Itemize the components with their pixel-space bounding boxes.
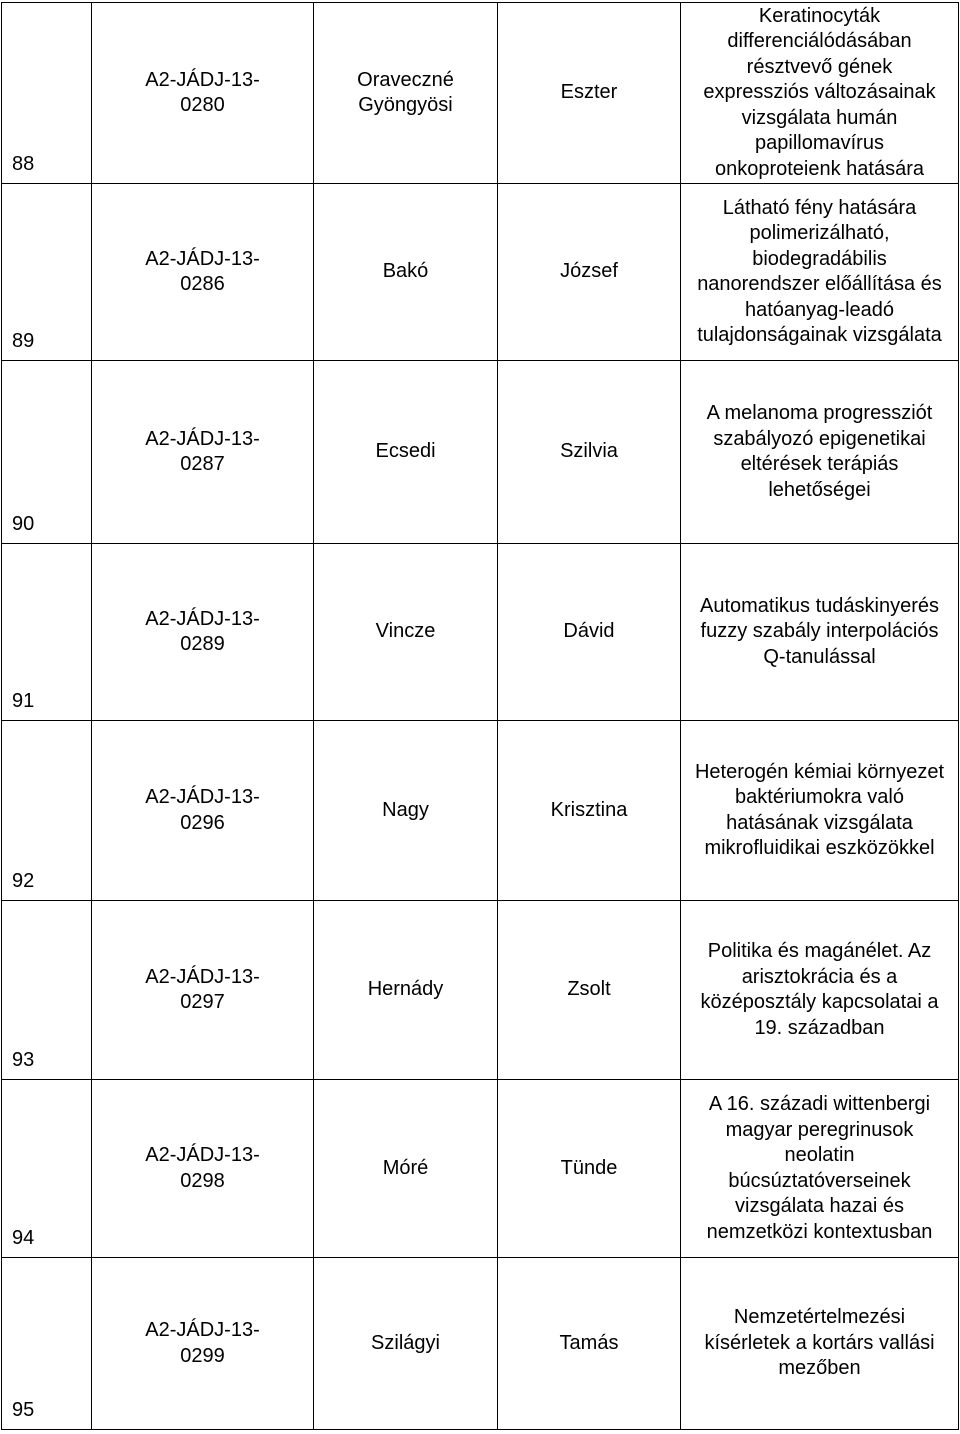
project-title-line: Politika és magánélet. Az — [707, 940, 932, 962]
project-title-line: differenciálódásában — [727, 30, 912, 53]
row-number: 88 — [2, 3, 92, 184]
last-name-line: Hernády — [367, 978, 444, 1001]
project-title-line: Nemzetértelmezési — [733, 1306, 906, 1329]
table-row — [2, 721, 959, 901]
first-name: József — [498, 184, 681, 361]
project-title-line: biodegradábilis — [752, 247, 887, 270]
application-id-line: 0297 — [180, 991, 225, 1013]
project-title-line: Automatikus tudáskinyerés — [699, 594, 939, 617]
row-number: 95 — [2, 1258, 92, 1430]
last-name — [314, 1258, 498, 1430]
last-name — [314, 361, 498, 544]
application-id-line: 0286 — [180, 273, 225, 295]
application-id-line: A2-JÁDJ-13- — [145, 1319, 260, 1341]
project-title — [681, 184, 959, 361]
application-id — [92, 901, 314, 1080]
table-row — [2, 901, 959, 1080]
project-title-line: Heterogén kémiai környezet — [694, 760, 944, 783]
project-title-line: nanorendszer előállítása és — [697, 273, 942, 295]
application-id-line: 0299 — [180, 1344, 225, 1367]
first-name: Tünde — [498, 1080, 681, 1258]
application-id — [92, 544, 314, 721]
application-id — [92, 184, 314, 361]
project-title-line: onkoproteienk hatására — [714, 157, 925, 180]
application-id — [92, 3, 314, 184]
table-row — [2, 544, 959, 721]
project-title-line: vizsgálata hazai és — [735, 1195, 904, 1217]
table-body — [2, 3, 959, 1430]
project-title — [681, 544, 959, 721]
project-title-line: neolatin — [784, 1144, 855, 1166]
project-title-line: hatásának vizsgálata — [726, 811, 913, 834]
application-id — [92, 721, 314, 901]
project-title-line: 19. században — [754, 1016, 885, 1039]
project-title-line: tulajdonságainak vizsgálata — [697, 324, 942, 346]
project-title-line: fuzzy szabály interpolációs — [700, 620, 939, 643]
application-id-line: 0287 — [180, 453, 225, 475]
project-title-line: mikrofluidikai eszközökkel — [704, 837, 935, 859]
project-title-line: vizsgálata humán — [741, 106, 898, 129]
project-title-line: expressziós változásainak — [703, 81, 936, 104]
project-title-line: papillomavírus — [755, 132, 884, 155]
project-title-line: kísérletek a kortárs vallási — [704, 1331, 935, 1354]
last-name-line: Oraveczné — [357, 68, 454, 91]
project-title — [681, 1258, 959, 1430]
last-name — [314, 544, 498, 721]
project-title-line: Keratinocyták — [758, 4, 881, 27]
last-name — [314, 1080, 498, 1258]
project-title-line: polimerizálható, — [749, 222, 890, 244]
application-id-line: A2-JÁDJ-13- — [145, 247, 260, 270]
application-id-line: 0289 — [180, 633, 225, 655]
application-id — [92, 361, 314, 544]
project-title-line: résztvevő gének — [746, 55, 893, 78]
table-row — [2, 1258, 959, 1430]
project-title-line: búcsúztatóverseinek — [728, 1169, 911, 1192]
row-number: 91 — [2, 544, 92, 721]
project-title-line: középosztály kapcsolatai a — [700, 991, 939, 1013]
first-name: Krisztina — [498, 721, 681, 901]
project-title-line: Látható fény hatására — [722, 196, 917, 219]
first-name: Szilvia — [498, 361, 681, 544]
project-title-line: Q-tanulással — [763, 645, 876, 668]
application-id-line: 0298 — [180, 1169, 225, 1192]
project-title — [681, 361, 959, 544]
project-title-line: lehetőségei — [768, 478, 871, 501]
last-name — [314, 901, 498, 1080]
application-id — [92, 1080, 314, 1258]
project-title-line: A melanoma progressziót — [706, 402, 933, 424]
project-title-line: hatóanyag-leadó — [744, 298, 894, 321]
application-id-line: A2-JÁDJ-13- — [145, 1144, 260, 1166]
last-name-line: Nagy — [382, 798, 429, 821]
first-name: Dávid — [498, 544, 681, 721]
project-title-line: magyar peregrinusok — [725, 1118, 914, 1141]
last-name — [314, 721, 498, 901]
last-name-line: Ecsedi — [375, 440, 436, 463]
application-id-line: A2-JÁDJ-13- — [145, 965, 260, 988]
row-number: 94 — [2, 1080, 92, 1258]
project-title — [681, 901, 959, 1080]
row-number: 89 — [2, 184, 92, 361]
first-name: Zsolt — [498, 901, 681, 1080]
application-id-line: A2-JÁDJ-13- — [145, 607, 260, 630]
last-name — [314, 3, 498, 184]
application-id-line: 0296 — [180, 811, 225, 834]
row-number: 90 — [2, 361, 92, 544]
project-title-line: arisztokrácia és a — [741, 965, 898, 988]
last-name-line: Gyöngyösi — [358, 94, 453, 116]
first-name: Eszter — [498, 3, 681, 184]
project-title — [681, 3, 959, 184]
project-title-line: nemzetközi kontextusban — [706, 1220, 933, 1243]
first-name: Tamás — [498, 1258, 681, 1430]
last-name-line: Vincze — [375, 620, 436, 643]
table-row — [2, 3, 959, 184]
row-number: 93 — [2, 901, 92, 1080]
table-row — [2, 361, 959, 544]
last-name-line: Móré — [382, 1156, 429, 1179]
project-title-line: mezőben — [778, 1357, 861, 1380]
application-id-line: A2-JÁDJ-13- — [145, 427, 260, 450]
row-number: 92 — [2, 721, 92, 901]
grant-table — [1, 2, 959, 1430]
project-title — [681, 1080, 959, 1258]
last-name — [314, 184, 498, 361]
table-row — [2, 1080, 959, 1258]
project-title-line: szabályozó epigenetikai — [713, 427, 926, 450]
project-title-line: baktériumokra való — [735, 786, 904, 808]
project-title — [681, 721, 959, 901]
application-id-line: A2-JÁDJ-13- — [145, 68, 260, 91]
table-row — [2, 184, 959, 361]
project-title-line: eltérések terápiás — [740, 453, 899, 475]
last-name-line: Bakó — [382, 260, 429, 283]
application-id — [92, 1258, 314, 1430]
application-id-line: 0280 — [180, 94, 225, 116]
last-name-line: Szilágyi — [371, 1331, 440, 1354]
project-title-line: A 16. századi wittenbergi — [708, 1093, 931, 1115]
application-id-line: A2-JÁDJ-13- — [145, 786, 260, 808]
